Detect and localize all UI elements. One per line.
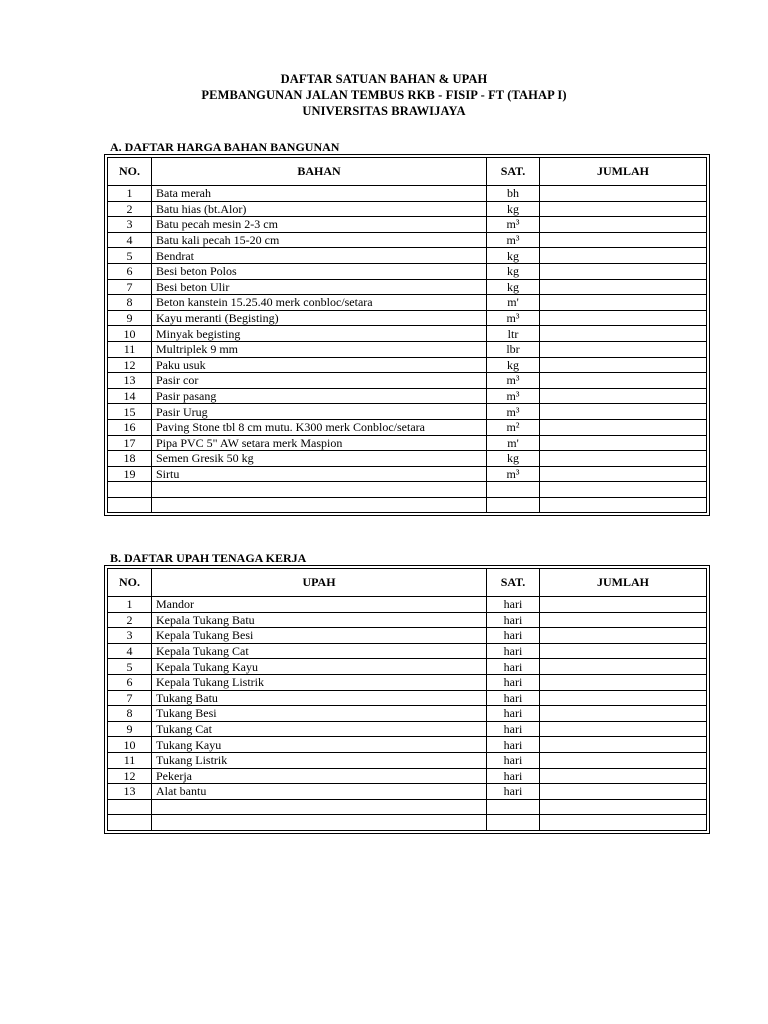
- title-line-2: PEMBANGUNAN JALAN TEMBUS RKB - FISIP - FT (TAHAP I): [201, 88, 567, 102]
- section-a-heading: A. DAFTAR HARGA BAHAN BANGUNAN: [110, 140, 340, 154]
- table-row: [108, 232, 707, 248]
- cell-jumlah: [540, 768, 707, 784]
- cell-name: Minyak begisting: [152, 326, 487, 342]
- table-row: [108, 186, 707, 202]
- table-row: [108, 690, 707, 706]
- table-row: [108, 597, 707, 613]
- cell-jumlah: [540, 404, 707, 420]
- cell-jumlah: [540, 752, 707, 768]
- cell-sat: m³: [487, 217, 540, 233]
- cell-no: 19: [108, 466, 152, 482]
- cell-sat: lbr: [487, 341, 540, 357]
- col-header-no: NO.: [108, 569, 152, 597]
- cell-no: 2: [108, 612, 152, 628]
- table-row: [108, 373, 707, 389]
- cell-sat: hari: [487, 659, 540, 675]
- cell-jumlah: [540, 706, 707, 722]
- table-row: [108, 295, 707, 311]
- table-row: [108, 341, 707, 357]
- cell-jumlah: [540, 737, 707, 753]
- cell-sat: hari: [487, 721, 540, 737]
- cell-name: Batu pecah mesin 2-3 cm: [152, 217, 487, 233]
- table-row: [108, 784, 707, 800]
- cell-sat: kg: [487, 451, 540, 467]
- cell-jumlah: [540, 597, 707, 613]
- cell-name: Besi beton Ulir: [152, 279, 487, 295]
- cell-sat: bh: [487, 186, 540, 202]
- cell-no: [108, 497, 152, 513]
- cell-name: Tukang Cat: [152, 721, 487, 737]
- labor-table-frame: [104, 565, 710, 834]
- cell-no: 14: [108, 388, 152, 404]
- cell-name: Pekerja: [152, 768, 487, 784]
- cell-name: Bendrat: [152, 248, 487, 264]
- cell-no: 10: [108, 737, 152, 753]
- cell-name: Kepala Tukang Kayu: [152, 659, 487, 675]
- cell-sat: hari: [487, 690, 540, 706]
- cell-name: Kayu meranti (Begisting): [152, 310, 487, 326]
- table-row: [108, 388, 707, 404]
- table-row: [108, 737, 707, 753]
- cell-name: Mandor: [152, 597, 487, 613]
- cell-sat: kg: [487, 357, 540, 373]
- table-row: [108, 799, 707, 815]
- cell-no: 10: [108, 326, 152, 342]
- cell-no: 5: [108, 248, 152, 264]
- table-row: [108, 674, 707, 690]
- cell-jumlah: [540, 295, 707, 311]
- cell-sat: hari: [487, 706, 540, 722]
- cell-sat: m': [487, 435, 540, 451]
- cell-jumlah: [540, 643, 707, 659]
- col-header-sat: SAT.: [487, 158, 540, 186]
- table-row: [108, 357, 707, 373]
- cell-no: 16: [108, 419, 152, 435]
- table-row: [108, 263, 707, 279]
- cell-jumlah: [540, 186, 707, 202]
- cell-name: Sirtu: [152, 466, 487, 482]
- cell-no: 11: [108, 752, 152, 768]
- cell-sat: m³: [487, 310, 540, 326]
- cell-no: 8: [108, 706, 152, 722]
- cell-no: 3: [108, 628, 152, 644]
- table-row: [108, 248, 707, 264]
- cell-sat: hari: [487, 737, 540, 753]
- cell-sat: hari: [487, 612, 540, 628]
- cell-name: Kepala Tukang Listrik: [152, 674, 487, 690]
- cell-no: 4: [108, 232, 152, 248]
- cell-name: Paku usuk: [152, 357, 487, 373]
- cell-jumlah: [540, 373, 707, 389]
- cell-jumlah: [540, 263, 707, 279]
- cell-name: Tukang Listrik: [152, 752, 487, 768]
- cell-jumlah: [540, 659, 707, 675]
- col-header-sat: SAT.: [487, 569, 540, 597]
- labor-table: [107, 568, 707, 831]
- cell-jumlah: [540, 326, 707, 342]
- cell-no: [108, 799, 152, 815]
- cell-no: 6: [108, 674, 152, 690]
- cell-no: 4: [108, 643, 152, 659]
- cell-jumlah: [540, 612, 707, 628]
- cell-sat: [487, 482, 540, 498]
- cell-no: 9: [108, 310, 152, 326]
- cell-sat: hari: [487, 674, 540, 690]
- cell-no: 13: [108, 373, 152, 389]
- col-header-jumlah: JUMLAH: [540, 569, 707, 597]
- table-row: [108, 706, 707, 722]
- cell-jumlah: [540, 279, 707, 295]
- table-header-row: [108, 158, 707, 186]
- cell-sat: kg: [487, 279, 540, 295]
- table-row: [108, 451, 707, 467]
- table-row: [108, 643, 707, 659]
- table-row: [108, 217, 707, 233]
- materials-table-frame: [104, 154, 710, 516]
- cell-name: Alat bantu: [152, 784, 487, 800]
- cell-sat: [487, 799, 540, 815]
- table-row: [108, 752, 707, 768]
- cell-sat: hari: [487, 784, 540, 800]
- table-row: [108, 815, 707, 831]
- cell-jumlah: [540, 248, 707, 264]
- cell-sat: kg: [487, 263, 540, 279]
- cell-jumlah: [540, 341, 707, 357]
- cell-name: [152, 497, 487, 513]
- cell-jumlah: [540, 799, 707, 815]
- cell-name: Tukang Batu: [152, 690, 487, 706]
- cell-name: [152, 815, 487, 831]
- cell-no: 9: [108, 721, 152, 737]
- cell-sat: [487, 497, 540, 513]
- cell-name: Kepala Tukang Cat: [152, 643, 487, 659]
- cell-name: Kepala Tukang Batu: [152, 612, 487, 628]
- table-row: [108, 612, 707, 628]
- cell-no: [108, 482, 152, 498]
- cell-sat: m³: [487, 404, 540, 420]
- cell-jumlah: [540, 482, 707, 498]
- cell-jumlah: [540, 357, 707, 373]
- labor-table-body: [108, 597, 707, 831]
- table-row: [108, 310, 707, 326]
- cell-sat: m': [487, 295, 540, 311]
- cell-jumlah: [540, 628, 707, 644]
- cell-name: Batu kali pecah 15-20 cm: [152, 232, 487, 248]
- cell-no: 11: [108, 341, 152, 357]
- table-header-row: [108, 569, 707, 597]
- cell-name: Bata merah: [152, 186, 487, 202]
- cell-no: 15: [108, 404, 152, 420]
- cell-name: Tukang Besi: [152, 706, 487, 722]
- cell-sat: hari: [487, 752, 540, 768]
- table-row: [108, 419, 707, 435]
- title-line-3: UNIVERSITAS BRAWIJAYA: [302, 104, 466, 118]
- cell-no: 2: [108, 201, 152, 217]
- cell-jumlah: [540, 310, 707, 326]
- col-header-name: UPAH: [152, 569, 487, 597]
- cell-name: Pasir Urug: [152, 404, 487, 420]
- title-line-1: DAFTAR SATUAN BAHAN & UPAH: [280, 72, 488, 86]
- cell-name: Batu hias (bt.Alor): [152, 201, 487, 217]
- cell-name: [152, 799, 487, 815]
- cell-jumlah: [540, 217, 707, 233]
- cell-jumlah: [540, 674, 707, 690]
- cell-name: Semen Gresik 50 kg: [152, 451, 487, 467]
- cell-sat: hari: [487, 628, 540, 644]
- cell-no: 6: [108, 263, 152, 279]
- cell-no: 17: [108, 435, 152, 451]
- cell-jumlah: [540, 815, 707, 831]
- cell-jumlah: [540, 721, 707, 737]
- cell-name: Besi beton Polos: [152, 263, 487, 279]
- materials-table: [107, 157, 707, 513]
- cell-jumlah: [540, 388, 707, 404]
- cell-jumlah: [540, 497, 707, 513]
- col-header-name: BAHAN: [152, 158, 487, 186]
- table-row: [108, 721, 707, 737]
- section-b-heading: B. DAFTAR UPAH TENAGA KERJA: [110, 551, 307, 565]
- table-row: [108, 404, 707, 420]
- cell-name: Pipa PVC 5" AW setara merk Maspion: [152, 435, 487, 451]
- cell-jumlah: [540, 690, 707, 706]
- document-title: [0, 71, 768, 119]
- cell-no: 13: [108, 784, 152, 800]
- table-row: [108, 435, 707, 451]
- cell-name: Beton kanstein 15.25.40 merk conbloc/setara: [152, 295, 487, 311]
- cell-no: 8: [108, 295, 152, 311]
- cell-sat: hari: [487, 768, 540, 784]
- cell-sat: ltr: [487, 326, 540, 342]
- cell-no: 1: [108, 186, 152, 202]
- cell-jumlah: [540, 232, 707, 248]
- table-row: [108, 628, 707, 644]
- cell-name: Pasir pasang: [152, 388, 487, 404]
- table-row: [108, 201, 707, 217]
- cell-jumlah: [540, 466, 707, 482]
- cell-sat: hari: [487, 597, 540, 613]
- cell-sat: [487, 815, 540, 831]
- cell-name: Paving Stone tbl 8 cm mutu. K300 merk Conbloc/setara: [152, 419, 487, 435]
- cell-no: 3: [108, 217, 152, 233]
- cell-no: 7: [108, 279, 152, 295]
- cell-jumlah: [540, 201, 707, 217]
- cell-sat: m³: [487, 388, 540, 404]
- table-row: [108, 482, 707, 498]
- col-header-no: NO.: [108, 158, 152, 186]
- cell-no: 7: [108, 690, 152, 706]
- cell-no: 18: [108, 451, 152, 467]
- cell-name: Pasir cor: [152, 373, 487, 389]
- cell-sat: m³: [487, 232, 540, 248]
- cell-sat: hari: [487, 643, 540, 659]
- cell-name: Kepala Tukang Besi: [152, 628, 487, 644]
- cell-name: Multriplek 9 mm: [152, 341, 487, 357]
- cell-jumlah: [540, 784, 707, 800]
- cell-no: 1: [108, 597, 152, 613]
- table-row: [108, 466, 707, 482]
- cell-sat: m³: [487, 466, 540, 482]
- cell-no: [108, 815, 152, 831]
- cell-sat: m³: [487, 373, 540, 389]
- cell-sat: m²: [487, 419, 540, 435]
- cell-name: Tukang Kayu: [152, 737, 487, 753]
- cell-jumlah: [540, 419, 707, 435]
- cell-sat: kg: [487, 248, 540, 264]
- cell-name: [152, 482, 487, 498]
- table-row: [108, 497, 707, 513]
- col-header-jumlah: JUMLAH: [540, 158, 707, 186]
- cell-no: 12: [108, 357, 152, 373]
- table-row: [108, 659, 707, 675]
- cell-jumlah: [540, 435, 707, 451]
- cell-no: 12: [108, 768, 152, 784]
- table-row: [108, 768, 707, 784]
- table-row: [108, 279, 707, 295]
- table-row: [108, 326, 707, 342]
- materials-table-body: [108, 186, 707, 513]
- cell-jumlah: [540, 451, 707, 467]
- cell-sat: kg: [487, 201, 540, 217]
- cell-no: 5: [108, 659, 152, 675]
